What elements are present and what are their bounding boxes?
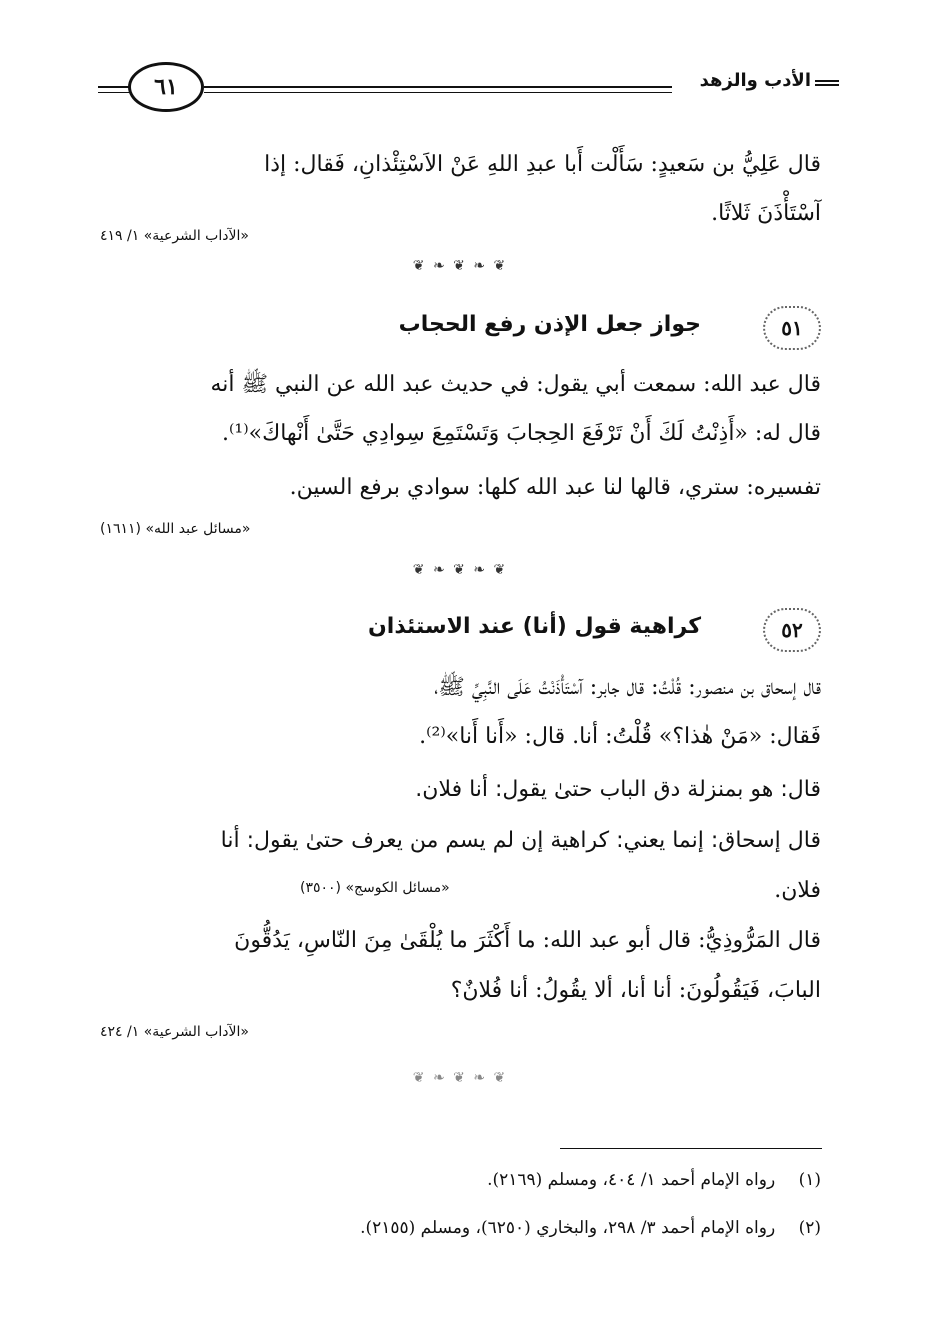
running-title: الأدب والزهد [699, 70, 811, 91]
section-52-line-5: فلان. [774, 878, 821, 903]
footnote-2 [360, 1218, 821, 1238]
page-number: ٦١ [128, 62, 204, 112]
section-52-line-6: قال المَرُّوذِيُّ: قال أبو عبد الله: ما أَكْثَرَ ما يُلْقَىٰ مِنَ النّاسِ، يَدُقُّونَ [234, 928, 821, 953]
section-number-badge: ٥٢ [763, 608, 821, 652]
footnote-number: (١) [798, 1170, 821, 1190]
section-52-line-2: فَقال: «مَنْ هٰذا؟» قُلْتُ: أنا. قال: «أَنا أَنا»⁽²⁾. [419, 724, 821, 749]
ornament-divider: ❦ ❧ ❦ ❧ ❦ [412, 258, 508, 274]
ornament-divider: ❦ ❧ ❦ ❧ ❦ [412, 562, 508, 578]
section-51-source: «مسائل عبد الله» (١٦١١) [100, 521, 251, 537]
section-title: كراهية قول (أنا) عند الاستئذان [368, 614, 701, 639]
header-rule-left [98, 86, 130, 88]
header-rule-right-thin [204, 92, 672, 93]
section-52-line-3: قال: هو بمنزلة دق الباب حتىٰ يقول: أنا فلان. [415, 777, 821, 802]
section-51-line-2: قال له: «أَذِنْتُ لَكَ أَنْ تَرْفَعَ الحِجابَ وَتَسْتَمِعَ سِوادِي حَتَّىٰ أَنْهاكَ»⁽¹⁾. [221, 421, 821, 446]
section-52-line-1: قال إسحاق بن منصور: قُلْتُ: قال جابر: آسْتَأْذَنْتُ عَلَى النَّبِيِّ ﷺ، [434, 675, 821, 700]
intro-line-2: آسْتَأْذَنَ ثَلاثًا. [711, 201, 821, 226]
section-number-badge: ٥١ [763, 306, 821, 350]
section-52-line-4: قال إسحاق: إنما يعني: كراهية إن لم يسم من يعرف حتىٰ يقول: أنا [220, 828, 821, 853]
section-51-heading [109, 306, 821, 356]
footnote-text: رواه الإمام أحمد ٣/ ٢٩٨، والبخاري (٦٢٥٠)، ومسلم (٢١٥٥). [360, 1218, 776, 1238]
section-52-source-kawsaj: «مسائل الكوسج» (٣٥٠٠) [300, 880, 450, 896]
footnote-rule [560, 1148, 822, 1149]
ornament-divider: ❦ ❧ ❦ ❧ ❦ [412, 1070, 508, 1086]
section-51-line-3: تفسيره: ستري، قالها لنا عبد الله كلها: سوادي برفع السين. [289, 475, 821, 500]
intro-source: «الآداب الشرعية» ١/ ٤١٩ [100, 228, 249, 244]
intro-line-1: قال عَلِيُّ بن سَعيدٍ: سَأَلْت أَبا عبدِ اللهِ عَنْ الاَسْتِئْذانِ، فَقال: إذا [264, 152, 821, 177]
section-52-line-7: البابَ، فَيَقُولُونَ: أنا أنا، ألا يقُولُ: أنا فُلانٌ؟ [450, 978, 821, 1003]
header-rule-left-thin [98, 92, 130, 93]
header-end-mark [815, 80, 839, 86]
section-51-line-1: قال عبد الله: سمعت أبي يقول: في حديث عبد الله عن النبي ﷺ أنه [210, 372, 821, 397]
section-title: جواز جعل الإذن رفع الحجاب [398, 312, 701, 337]
header-rule-right [204, 86, 672, 88]
footnote-text: رواه الإمام أحمد ١/ ٤٠٤، ومسلم (٢١٦٩). [487, 1170, 776, 1190]
footnote-1 [487, 1170, 821, 1190]
section-52-source: «الآداب الشرعية» ١/ ٤٢٤ [100, 1024, 249, 1040]
section-52-heading [109, 608, 821, 658]
footnote-number: (٢) [798, 1218, 821, 1238]
